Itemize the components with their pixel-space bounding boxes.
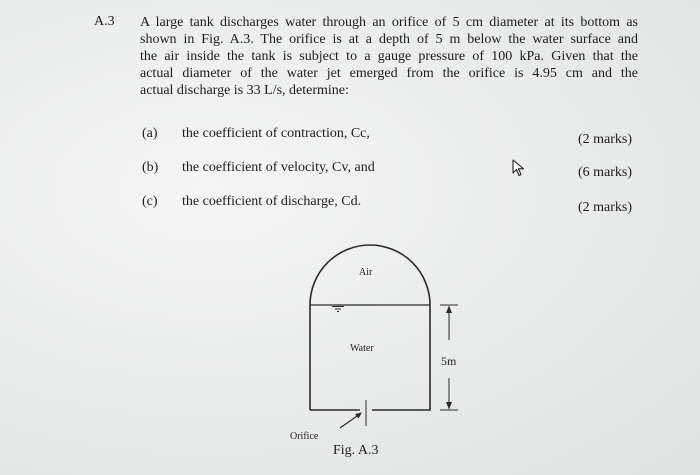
water-surface-symbol — [332, 307, 344, 312]
part-b-marks: (6 marks) — [577, 165, 632, 180]
orifice-label: Orifice — [290, 431, 319, 442]
part-c-marks: (2 marks) — [577, 200, 632, 215]
mouse-cursor-icon — [512, 159, 526, 177]
figure-caption: Fig. A.3 — [333, 443, 379, 458]
tank-diagram — [280, 228, 480, 443]
part-b-text: the coefficient of velocity, Cv, and — [182, 160, 375, 175]
question-line: actual diameter of the water jet emerged from the orifice is 4.95 cm and the — [140, 66, 638, 81]
part-c-text: the coefficient of discharge, Cd. — [182, 194, 362, 209]
orifice-pointer-arrow — [340, 413, 362, 429]
question-line: shown in Fig. A.3. The orifice is at a depth of 5 m below the water surface and — [140, 32, 638, 47]
question-line: the air inside the tank is subject to a gauge pressure of 100 kPa. Given that the — [140, 49, 638, 64]
question-number: A.3 — [94, 14, 115, 29]
question-line: A large tank discharges water through an orifice of 5 cm diameter at its bottom as — [140, 15, 638, 30]
question-text — [140, 14, 638, 99]
part-c-label: (c) — [142, 194, 158, 209]
question-line: actual discharge is 33 L/s, determine: — [140, 83, 349, 98]
part-a-text: the coefficient of contraction, Cc, — [182, 126, 370, 141]
part-a-label: (a) — [142, 126, 158, 141]
part-a-marks: (2 marks) — [577, 132, 632, 147]
water-label: Water — [350, 343, 374, 354]
depth-label: 5m — [441, 354, 457, 368]
part-b-label: (b) — [142, 160, 159, 175]
air-label: Air — [359, 267, 373, 278]
